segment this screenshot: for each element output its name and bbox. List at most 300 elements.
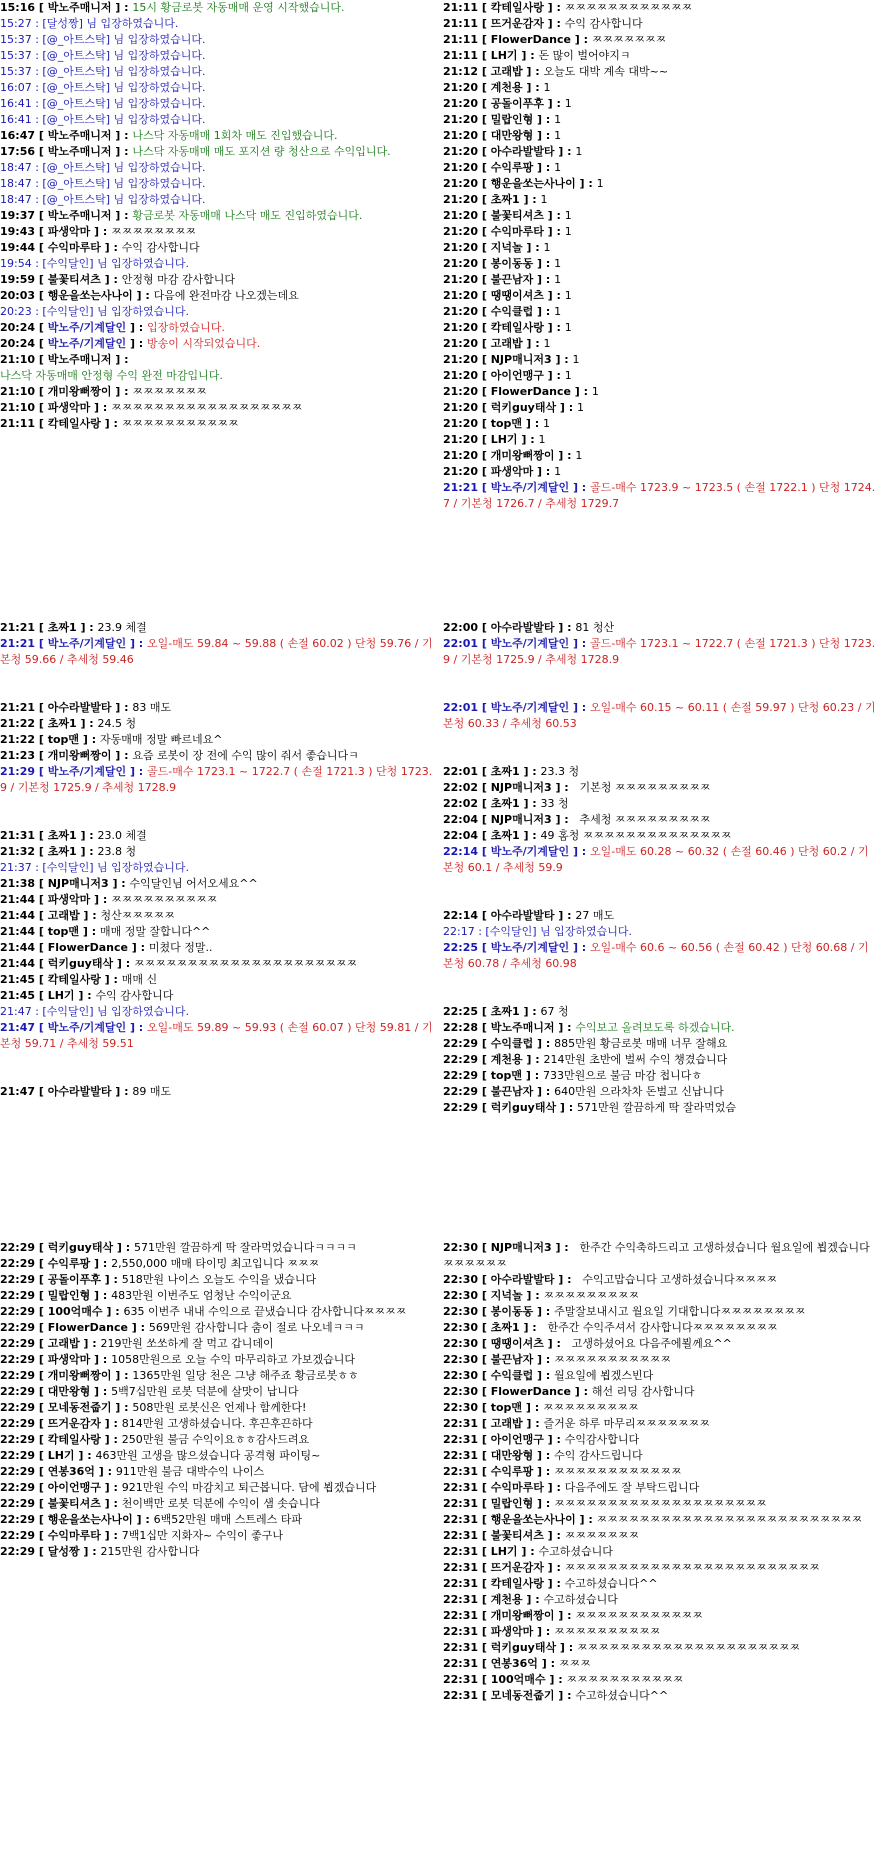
chat-message bbox=[0, 288, 436, 304]
timestamp: 21:31 bbox=[0, 829, 36, 842]
chat-message bbox=[443, 1464, 879, 1480]
bracket-close: ] : bbox=[113, 957, 135, 970]
timestamp: 22:29 bbox=[0, 1369, 36, 1382]
bracket-open: [ bbox=[35, 941, 48, 954]
timestamp: 22:30 bbox=[443, 1353, 479, 1366]
message-text: 님 입장하였습니다. bbox=[93, 257, 189, 270]
chat-message bbox=[443, 1608, 879, 1624]
chat-message bbox=[0, 1336, 436, 1352]
bracket-open: [ bbox=[35, 909, 48, 922]
bracket-close: ] : bbox=[90, 1385, 112, 1398]
bracket-open: [ bbox=[478, 1321, 491, 1334]
username: 연봉36억 bbox=[490, 1657, 538, 1670]
bracket-close: ] : bbox=[545, 1673, 567, 1686]
timestamp: 21:20 bbox=[443, 257, 479, 270]
bracket-close: ] : bbox=[543, 225, 565, 238]
username: 불꽃티셔츠 bbox=[47, 1497, 101, 1510]
message-text: 67 청 bbox=[540, 1005, 569, 1018]
username: 땡땡이셔츠 bbox=[490, 289, 544, 302]
username: 박노주/기계달인 bbox=[47, 337, 127, 350]
bracket-open: [ bbox=[478, 145, 491, 158]
timestamp: 22:31 bbox=[443, 1481, 479, 1494]
chat-message bbox=[0, 32, 436, 48]
timestamp: 22:29 bbox=[0, 1401, 36, 1414]
chat-message bbox=[443, 1448, 879, 1464]
chat-message bbox=[0, 1004, 436, 1020]
username: 수익클럽 bbox=[490, 1037, 534, 1050]
timestamp: 21:20 bbox=[443, 417, 479, 430]
timestamp: 16:41 bbox=[0, 97, 32, 110]
timestamp: 21:11 bbox=[443, 33, 479, 46]
timestamp: 22:31 bbox=[443, 1513, 479, 1526]
bracket-close: ] : bbox=[533, 305, 555, 318]
chat-message bbox=[443, 1640, 879, 1656]
bracket-close: ] : bbox=[76, 717, 98, 730]
spacer bbox=[443, 732, 879, 764]
chat-message bbox=[443, 288, 879, 304]
bracket-close: ] : bbox=[556, 1101, 578, 1114]
chat-message bbox=[443, 32, 879, 48]
message-text: 1 bbox=[543, 337, 551, 350]
username: 초짜1 bbox=[47, 845, 77, 858]
message-text: 님 입장하였습니다. bbox=[110, 193, 206, 206]
username: 100억매수 bbox=[490, 1673, 546, 1686]
chat-message bbox=[0, 0, 436, 16]
bracket-open: [ bbox=[35, 225, 48, 238]
chat-message bbox=[0, 828, 436, 844]
chat-message bbox=[0, 1020, 436, 1052]
timestamp: 21:20 bbox=[443, 145, 479, 158]
bracket-open: [ bbox=[478, 621, 491, 634]
username: 칵테일사랑 bbox=[490, 1577, 544, 1590]
message-text: 수익감사합니다 bbox=[564, 1433, 640, 1446]
bracket-close: ] : bbox=[111, 209, 133, 222]
message-text: 즐거운 하루 마무리ㅉㅉㅉㅉㅉㅉㅉ bbox=[543, 1417, 710, 1430]
chat-message bbox=[443, 1592, 879, 1608]
message-text: 1 bbox=[554, 113, 562, 126]
username: 불꽃티셔츠 bbox=[490, 209, 544, 222]
bracket-close: ] : bbox=[543, 1, 565, 14]
bracket-close: ] : bbox=[543, 209, 565, 222]
bracket-close: ] : bbox=[111, 385, 133, 398]
message-text: 입장하였습니다. bbox=[147, 321, 225, 334]
bracket-open: [ bbox=[478, 1369, 491, 1382]
timestamp: 22:02 bbox=[443, 781, 479, 794]
timestamp: 21:44 bbox=[0, 893, 36, 906]
username: 연봉36억 bbox=[47, 1465, 95, 1478]
chat-message bbox=[443, 96, 879, 112]
timestamp: 22:31 bbox=[443, 1529, 479, 1542]
bracket-close: ] : bbox=[76, 829, 98, 842]
timestamp: 21:20 bbox=[443, 81, 479, 94]
username: top맨 bbox=[47, 733, 80, 746]
message-text: 571만원 깔끔하게 딱 잘라먹었슴 bbox=[577, 1101, 737, 1114]
timestamp: 21:21 bbox=[0, 621, 36, 634]
chat-message bbox=[443, 1400, 879, 1416]
timestamp: 22:17 bbox=[443, 925, 475, 938]
timestamp: 22:01 bbox=[443, 765, 479, 778]
username: 초짜1 bbox=[490, 829, 520, 842]
bracket-close: ] : bbox=[551, 1241, 573, 1254]
bracket-open: [ bbox=[35, 129, 48, 142]
chat-message bbox=[443, 940, 879, 972]
chat-message bbox=[443, 1432, 879, 1448]
message-text: 1 bbox=[540, 193, 548, 206]
message-text: ㅉㅉㅉㅉㅉㅉㅉㅉㅉㅉㅉㅉㅉㅉㅉㅉㅉㅉㅉㅉ bbox=[554, 1497, 767, 1510]
timestamp: 21:47 bbox=[0, 1021, 36, 1034]
chat-message bbox=[0, 320, 436, 336]
bracket-open: [ bbox=[478, 1289, 491, 1302]
username: 뜨거운감자 bbox=[490, 1561, 544, 1574]
timestamp: 22:29 bbox=[0, 1497, 36, 1510]
message-text: 1 bbox=[564, 97, 572, 110]
bracket-close: ] : bbox=[533, 1353, 555, 1366]
username: 개미왕뻐짱이 bbox=[47, 1369, 112, 1382]
username: 아이언맹구 bbox=[47, 1481, 101, 1494]
username: 개미왕뻐짱이 bbox=[47, 385, 112, 398]
chat-message bbox=[0, 1528, 436, 1544]
username: 지넉놀 bbox=[490, 1289, 523, 1302]
bracket-open: [ bbox=[478, 177, 491, 190]
bracket-close: ] : bbox=[76, 845, 98, 858]
bracket-close: ] : bbox=[100, 1481, 122, 1494]
chat-message bbox=[443, 48, 879, 64]
chat-message bbox=[443, 1384, 879, 1400]
bracket-close: ] : bbox=[519, 193, 541, 206]
username: 칵테일사랑 bbox=[47, 973, 101, 986]
chat-message bbox=[443, 700, 879, 732]
bracket-close: ] : bbox=[543, 1561, 565, 1574]
username: 파생악마 bbox=[490, 1625, 534, 1638]
chat-message bbox=[0, 192, 436, 208]
bracket-open: [ bbox=[478, 1641, 491, 1654]
message-text: 1 bbox=[564, 225, 572, 238]
message-text: ㅉㅉㅉㅉㅉㅉㅉㅉㅉ bbox=[542, 1401, 639, 1414]
bracket-close: ] : bbox=[533, 1465, 555, 1478]
timestamp: 22:30 bbox=[443, 1289, 479, 1302]
username: 모네동전줍기 bbox=[490, 1689, 555, 1702]
message-text: 1 bbox=[564, 289, 572, 302]
bracket-open: [ bbox=[478, 1385, 491, 1398]
username: 행운을쏘는사나이 bbox=[490, 1513, 576, 1526]
bracket-close: ] : bbox=[533, 465, 555, 478]
username: [@_아트스탁] bbox=[42, 177, 110, 190]
message-text: 오일-매수 60.15 ~ 60.11 ( 손절 59.97 ) 단청 60.23 / 기본청 60.33 / 추세청 60.53 bbox=[443, 701, 876, 730]
separator: : bbox=[474, 925, 486, 938]
message-text: 1 bbox=[543, 81, 551, 94]
chat-message bbox=[0, 16, 436, 32]
bracket-close: ] : bbox=[570, 33, 592, 46]
bracket-close: ] : bbox=[100, 1273, 122, 1286]
bracket-close: ] : bbox=[554, 1609, 576, 1622]
username: [@_아트스탁] bbox=[42, 81, 110, 94]
message-text: 돈 많이 벌어야지ㅋ bbox=[538, 49, 631, 62]
message-text: 1 bbox=[596, 177, 604, 190]
chat-message bbox=[443, 780, 879, 796]
bracket-open: [ bbox=[35, 1321, 48, 1334]
chat-message bbox=[443, 304, 879, 320]
username: 파생악마 bbox=[47, 1353, 91, 1366]
bracket-close: ] : bbox=[551, 781, 573, 794]
message-text: 해선 리딩 감사합니다 bbox=[591, 1385, 695, 1398]
chat-message bbox=[443, 160, 879, 176]
chat-message bbox=[0, 176, 436, 192]
username: 수익루팡 bbox=[47, 1257, 91, 1270]
timestamp: 18:47 bbox=[0, 193, 32, 206]
bracket-open: [ bbox=[35, 989, 48, 1002]
timestamp: 17:56 bbox=[0, 145, 36, 158]
chat-message bbox=[443, 1084, 879, 1100]
bracket-close: ] : bbox=[74, 989, 96, 1002]
timestamp: 22:29 bbox=[0, 1545, 36, 1558]
timestamp: 22:29 bbox=[0, 1417, 36, 1430]
message-text: 나스닥 자동매매 1회차 매도 진입했습니다. bbox=[132, 129, 338, 142]
bracket-open: [ bbox=[478, 1513, 491, 1526]
message-text: 님 입장하였습니다. bbox=[110, 65, 206, 78]
username: top맨 bbox=[490, 417, 523, 430]
bracket-close: ] : bbox=[132, 289, 154, 302]
chat-message bbox=[443, 416, 879, 432]
timestamp: 21:21 bbox=[0, 637, 36, 650]
bracket-close: ] : bbox=[575, 177, 597, 190]
message-text: 1 bbox=[542, 417, 550, 430]
timestamp: 21:11 bbox=[443, 49, 479, 62]
message-text: 님 입장하였습니다. bbox=[110, 49, 206, 62]
bracket-open: [ bbox=[478, 273, 491, 286]
bracket-open: [ bbox=[478, 241, 491, 254]
chat-message bbox=[0, 1084, 436, 1100]
bracket-close: ] : bbox=[90, 1353, 112, 1366]
username: 봉이동동 bbox=[490, 257, 534, 270]
timestamp: 22:31 bbox=[443, 1625, 479, 1638]
message-text: 수익고맙습니다 고생하셨습니다ㅉㅉㅉㅉ bbox=[575, 1273, 778, 1286]
timestamp: 22:31 bbox=[443, 1417, 479, 1430]
username: 초짜1 bbox=[490, 797, 520, 810]
chat-message bbox=[443, 1320, 879, 1336]
username: 계천용 bbox=[490, 81, 523, 94]
message-text: 오일-매도 60.28 ~ 60.32 ( 손절 60.46 ) 단청 60.2 / 기본청 60.1 / 추세청 59.9 bbox=[443, 845, 869, 874]
separator: : bbox=[31, 113, 43, 126]
chat-message bbox=[0, 1272, 436, 1288]
timestamp: 21:20 bbox=[443, 241, 479, 254]
timestamp: 22:25 bbox=[443, 1005, 479, 1018]
timestamp: 22:29 bbox=[443, 1053, 479, 1066]
chat-message bbox=[0, 1256, 436, 1272]
bracket-close: ] : bbox=[74, 1449, 96, 1462]
message-text: 님 입장하였습니다. bbox=[110, 161, 206, 174]
bracket-open: [ bbox=[478, 1593, 491, 1606]
bracket-close: ] : bbox=[113, 1241, 135, 1254]
bracket-open: [ bbox=[35, 1513, 48, 1526]
bracket-close: ] : bbox=[522, 1289, 544, 1302]
username: NJP매니저3 bbox=[490, 353, 552, 366]
bracket-open: [ bbox=[478, 781, 491, 794]
message-text: 1 bbox=[554, 273, 562, 286]
message-text: 님 입장하였습니다. bbox=[536, 925, 632, 938]
timestamp: 22:29 bbox=[0, 1321, 36, 1334]
bracket-open: [ bbox=[35, 417, 48, 430]
chat-message bbox=[443, 432, 879, 448]
bracket-close: ] : bbox=[111, 1369, 133, 1382]
chat-message bbox=[0, 384, 436, 400]
chat-message bbox=[0, 48, 436, 64]
timestamp: 21:23 bbox=[0, 749, 36, 762]
bracket-open: [ bbox=[478, 97, 491, 110]
timestamp: 22:29 bbox=[0, 1305, 36, 1318]
bracket-close: ] : bbox=[90, 401, 112, 414]
chat-message bbox=[0, 1448, 436, 1464]
bracket-close: ] : bbox=[90, 893, 112, 906]
bracket-close: ] : bbox=[570, 385, 592, 398]
bracket-open: [ bbox=[478, 813, 491, 826]
chat-message bbox=[0, 240, 436, 256]
bracket-close: ] : bbox=[79, 1545, 101, 1558]
chat-message bbox=[0, 940, 436, 956]
timestamp: 21:20 bbox=[443, 209, 479, 222]
bracket-close: ] : bbox=[554, 909, 576, 922]
timestamp: 21:20 bbox=[443, 465, 479, 478]
bracket-open: [ bbox=[35, 925, 48, 938]
bracket-open: [ bbox=[478, 765, 491, 778]
chat-message bbox=[443, 764, 879, 780]
username: 밀랍인형 bbox=[47, 1289, 91, 1302]
bracket-close: ] : bbox=[126, 321, 148, 334]
message-text: 수고하셨습니다 bbox=[538, 1545, 613, 1558]
message-text: 814만원 고생하셨습니다. 후끈후끈하다 bbox=[121, 1417, 313, 1430]
timestamp: 22:31 bbox=[443, 1465, 479, 1478]
username: [@_아트스탁] bbox=[42, 65, 110, 78]
bracket-open: [ bbox=[35, 1481, 48, 1494]
bracket-open: [ bbox=[478, 1273, 491, 1286]
bracket-close: ] : bbox=[522, 417, 543, 430]
bracket-close: ] : bbox=[126, 765, 148, 778]
username: 파생악마 bbox=[490, 465, 534, 478]
chat-message bbox=[443, 1304, 879, 1320]
chat-message bbox=[443, 1052, 879, 1068]
timestamp: 21:20 bbox=[443, 385, 479, 398]
bracket-open: [ bbox=[478, 161, 491, 174]
timestamp: 22:29 bbox=[0, 1385, 36, 1398]
bracket-open: [ bbox=[478, 193, 491, 206]
timestamp: 21:47 bbox=[0, 1085, 36, 1098]
timestamp: 21:20 bbox=[443, 97, 479, 110]
timestamp: 21:11 bbox=[0, 417, 36, 430]
chat-message bbox=[443, 1512, 879, 1528]
username: LH기 bbox=[490, 1545, 518, 1558]
timestamp: 21:20 bbox=[443, 129, 479, 142]
bracket-close: ] : bbox=[533, 1497, 555, 1510]
chat-message bbox=[443, 448, 879, 464]
bracket-open: [ bbox=[35, 1545, 48, 1558]
timestamp: 21:29 bbox=[0, 765, 36, 778]
timestamp: 21:20 bbox=[443, 337, 479, 350]
bracket-open: [ bbox=[478, 289, 491, 302]
username: 뜨거운감자 bbox=[490, 17, 544, 30]
username: 아수라발발타 bbox=[490, 1273, 555, 1286]
bracket-open: [ bbox=[35, 717, 48, 730]
username: 아수라발발타 bbox=[47, 701, 112, 714]
timestamp: 21:45 bbox=[0, 989, 36, 1002]
timestamp: 22:14 bbox=[443, 845, 479, 858]
message-text: 6백52만원 매매 스트레스 타파 bbox=[153, 1513, 303, 1526]
username: 초짜1 bbox=[490, 1005, 520, 1018]
username: 불꽃티셔츠 bbox=[490, 1529, 544, 1542]
timestamp: 19:59 bbox=[0, 273, 36, 286]
bracket-open: [ bbox=[478, 1401, 491, 1414]
username: [수익달인] bbox=[42, 1005, 94, 1018]
bracket-open: [ bbox=[478, 305, 491, 318]
message-text: ㅉㅉㅉㅉㅉㅉㅉ bbox=[132, 385, 207, 398]
timestamp: 21:20 bbox=[443, 113, 479, 126]
spacer bbox=[443, 668, 879, 700]
timestamp: 22:04 bbox=[443, 829, 479, 842]
timestamp: 21:20 bbox=[443, 177, 479, 190]
username: [@_아트스탁] bbox=[42, 161, 110, 174]
bracket-open: [ bbox=[35, 273, 48, 286]
chat-message bbox=[443, 224, 879, 240]
message-text: 주말잘보내시고 월요일 기대합니다ㅉㅉㅉㅉㅉㅉㅉㅉ bbox=[554, 1305, 806, 1318]
bracket-open: [ bbox=[478, 1449, 491, 1462]
bracket-close: ] : bbox=[533, 273, 555, 286]
message-text: ㅉㅉㅉㅉㅉㅉㅉㅉㅉㅉㅉㅉ bbox=[554, 1465, 682, 1478]
bracket-close: ] : bbox=[554, 145, 576, 158]
username: 박노주/기계달인 bbox=[47, 637, 127, 650]
bracket-open: [ bbox=[478, 385, 491, 398]
chat-message bbox=[443, 64, 879, 80]
timestamp: 22:29 bbox=[443, 1037, 479, 1050]
message-text: 1 bbox=[564, 369, 572, 382]
message-text: 오일-매수 60.6 ~ 60.56 ( 손절 60.42 ) 단청 60.68 / 기본청 60.78 / 추세청 60.98 bbox=[443, 941, 869, 970]
bracket-open: [ bbox=[478, 1497, 491, 1510]
bracket-close: ] : bbox=[543, 1337, 565, 1350]
timestamp: 22:25 bbox=[443, 941, 479, 954]
username: FlowerDance bbox=[490, 33, 571, 46]
separator: : bbox=[31, 17, 43, 30]
bracket-open: [ bbox=[478, 1433, 491, 1446]
username: 칵테일사랑 bbox=[490, 321, 544, 334]
username: 밀랍인형 bbox=[490, 113, 534, 126]
username: 봉이동동 bbox=[490, 1305, 534, 1318]
chat-message bbox=[443, 1576, 879, 1592]
message-text: 1 bbox=[543, 241, 551, 254]
chat-message bbox=[443, 812, 879, 828]
message-text: 다음주에도 잘 부탁드립니다 bbox=[564, 1481, 700, 1494]
chat-message bbox=[443, 1560, 879, 1576]
timestamp: 22:29 bbox=[443, 1085, 479, 1098]
username: 불끈남자 bbox=[490, 273, 534, 286]
timestamp: 21:44 bbox=[0, 941, 36, 954]
bracket-close: ] : bbox=[111, 1085, 133, 1098]
timestamp: 21:20 bbox=[443, 321, 479, 334]
separator: : bbox=[31, 305, 43, 318]
bracket-close: ] : bbox=[533, 113, 555, 126]
username: 초짜1 bbox=[47, 829, 77, 842]
separator: : bbox=[31, 257, 43, 270]
username: 초짜1 bbox=[490, 193, 520, 206]
chat-message bbox=[443, 924, 879, 940]
message-text: 나스닥 자동매매 매도 포지션 량 청산으로 수익입니다. bbox=[132, 145, 391, 158]
chat-message bbox=[0, 1304, 436, 1320]
chat-message bbox=[0, 620, 436, 636]
bracket-open: [ bbox=[35, 321, 48, 334]
bracket-open: [ bbox=[478, 65, 491, 78]
username: 칵테일사랑 bbox=[47, 1433, 101, 1446]
message-text: 7백1십만 지화자~ 수익이 좋구나 bbox=[121, 1529, 283, 1542]
message-text: 월요일에 뵙겠스빈다 bbox=[554, 1369, 654, 1382]
message-text: 한주간 수익축하드리고 고생하셨습니다 월요일에 뵙겠습니다ㅉㅉㅉㅉㅉㅉ bbox=[443, 1241, 870, 1270]
bracket-open: [ bbox=[478, 1465, 491, 1478]
bracket-close: ] : bbox=[519, 1005, 541, 1018]
